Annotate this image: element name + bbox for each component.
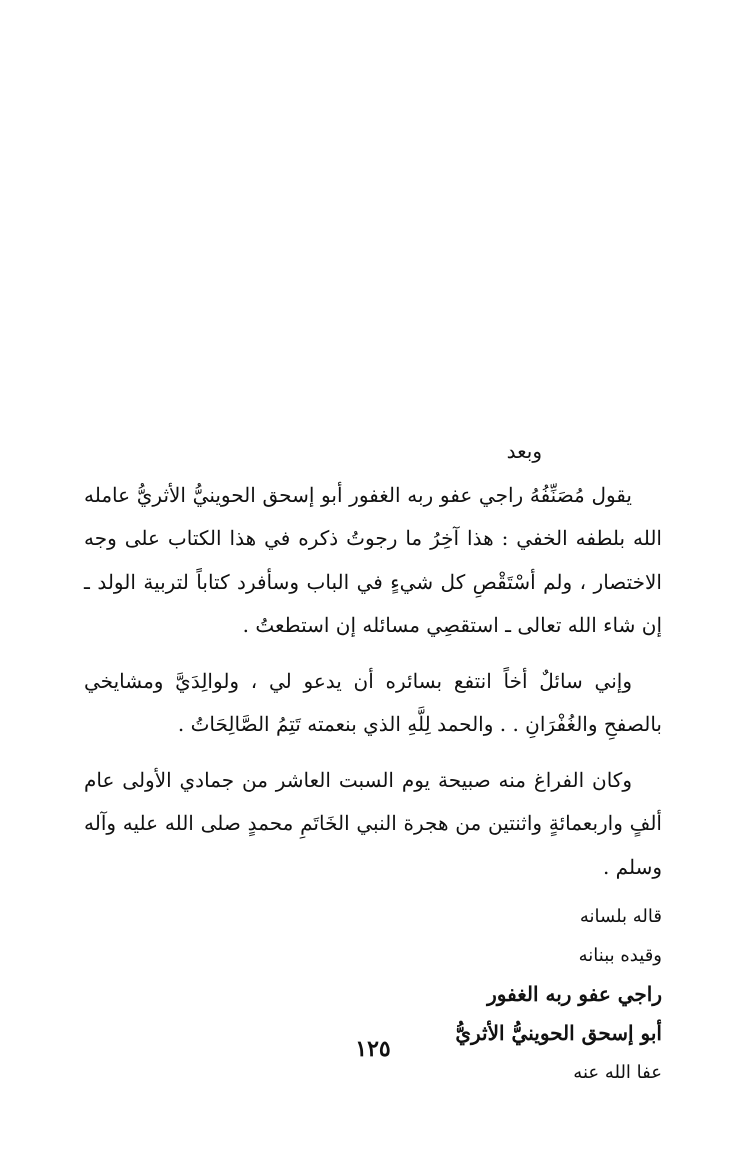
signature-line: وقيده ببنانه xyxy=(578,945,662,966)
signature-line: عفا الله عنه xyxy=(573,1062,662,1083)
signature-line: قاله بلسانه xyxy=(579,906,662,927)
page-number: ١٢٥ xyxy=(355,1036,391,1062)
signature-author-name: أبو إسحق الحوينيُّ الأثريُّ xyxy=(455,1021,662,1045)
prayer-request-paragraph: وإني سائلٌ أخاً انتفع بسائره أن يدعو لي ، ولوالِدَيَّ ومشايخي بالصفحِ والغُفْرَانِ . . والحمد لِلَّهِ الذي بنعمته تَتِمُ الصَّالِحَاتُ . xyxy=(84,668,662,736)
completion-date-paragraph: وكان الفراغ منه صبيحة يوم السبت العاشر من جمادي الأولى عام ألفٍ واربعمائةٍ واثنتين من هجرة النبي الخَاتَمِ محمدٍ صلى الله عليه وآله وسلم . xyxy=(84,767,662,879)
author-signature xyxy=(84,897,662,1092)
author-statement-paragraph: يقول مُصَنِّفُهُ راجي عفو ربه الغفور أبو إسحق الحوينيُّ الأثريُّ عامله الله بلطفه الخفي : هذا آخِرُ ما رجوتُ ذكره في هذا الكتاب على وجه الاختصار ، ولم أسْتَقْصِ كل شيءٍ في الباب وسأفرد كتاباً لتربية الولد ـ إن شاء الله تعالى ـ استقصِي مسائله إن استطعتُ . xyxy=(84,482,662,637)
signature-author-line: راجي عفو ربه الغفور xyxy=(487,982,662,1006)
closing-text-block xyxy=(84,430,662,1092)
paragraph-gap xyxy=(84,747,662,759)
opening-word: وبعد xyxy=(506,439,542,463)
paragraph-gap xyxy=(84,648,662,660)
